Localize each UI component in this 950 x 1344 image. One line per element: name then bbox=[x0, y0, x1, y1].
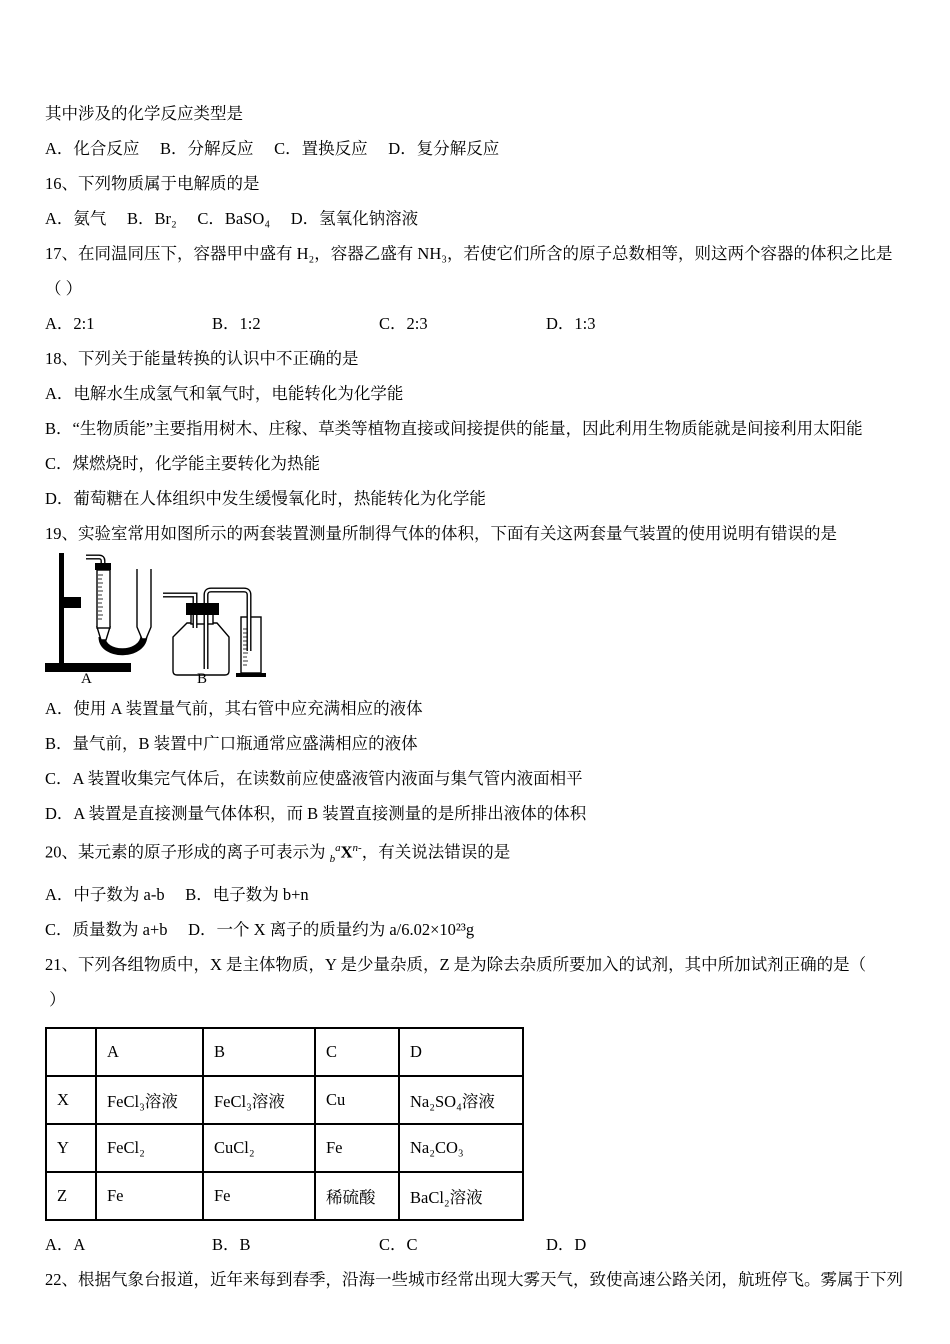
table-row-y bbox=[46, 1124, 523, 1172]
device-b-bottle bbox=[173, 614, 229, 675]
question-18-option-c: C．煤燃烧时，化学能主要转化为热能 bbox=[45, 454, 321, 473]
question-21-option-c: C．C bbox=[379, 1234, 418, 1254]
question-17-stem-continuation: （ ） bbox=[45, 279, 83, 298]
figure-label-a: A bbox=[81, 671, 92, 685]
device-a-hose bbox=[102, 635, 144, 652]
question-17-stem: 17、在同温同压下，容器甲中盛有 H₂，容器乙盛有 NH₃，若使它们所含的原子总数相等，则这两个容器的体积之比是 bbox=[45, 244, 893, 263]
question-21-stem-continuation: ） bbox=[45, 989, 66, 1009]
table-cell: Fe bbox=[315, 1124, 399, 1172]
table-cell: Cu bbox=[315, 1076, 399, 1124]
question-19-stem: 19、实验室常用如图所示的两套装置测量所制得气体的体积，下面有关这两套量气装置的使用说明有错误的是 bbox=[45, 524, 837, 543]
table-header-row bbox=[46, 1028, 523, 1076]
question-21-table bbox=[45, 1027, 524, 1221]
table-cell: A bbox=[96, 1028, 203, 1076]
question-19-option-b: B．量气前，B 装置中广口瓶通常应盛满相应的液体 bbox=[45, 734, 418, 753]
ion-element-symbol: X bbox=[340, 842, 353, 862]
figure-label-b: B bbox=[197, 671, 208, 685]
question-20-stem bbox=[45, 831, 910, 877]
question-20-stem-prefix: 20、某元素的原子形成的离子可表示为 bbox=[45, 842, 330, 862]
question-16-options: A．氨气 B．Br₂ C．BaSO₄ D．氢氧化钠溶液 bbox=[45, 209, 419, 228]
table-cell: Y bbox=[46, 1124, 96, 1172]
question-20-stem-suffix: ，有关说法错误的是 bbox=[361, 842, 511, 862]
device-b-stopper bbox=[186, 603, 219, 615]
question-17-option-a: A．2:1 bbox=[45, 314, 95, 333]
table-row-x bbox=[46, 1076, 523, 1124]
question-15-stem-tail: 其中涉及的化学反应类型是 bbox=[45, 104, 243, 123]
table-cell: Fe bbox=[96, 1172, 203, 1220]
question-21-options bbox=[45, 1227, 910, 1262]
question-15-options: A．化合反应 B．分解反应 C．置换反应 D．复分解反应 bbox=[45, 139, 500, 158]
question-18-option-b: B．“生物质能”主要指用树木、庄稼、草类等植物直接或间接提供的能量，因此利用生物质能就是间接利用太阳能 bbox=[45, 419, 863, 438]
table-cell bbox=[46, 1028, 96, 1076]
question-19-option-c: C．A 装置收集完气体后，在读数前应使盛液管内液面与集气管内液面相平 bbox=[45, 769, 583, 788]
table-cell: Z bbox=[46, 1172, 96, 1220]
question-18-option-d: D．葡萄糖在人体组织中发生缓慢氧化时，热能转化为化学能 bbox=[45, 489, 486, 508]
device-a-graduated-tube bbox=[86, 557, 111, 640]
table-cell: Na₂SO₄溶液 bbox=[399, 1076, 523, 1124]
gas-measuring-apparatus-figure bbox=[45, 553, 910, 685]
question-16-stem: 16、下列物质属于电解质的是 bbox=[45, 174, 260, 193]
table-cell: C bbox=[315, 1028, 399, 1076]
table-cell: D bbox=[399, 1028, 523, 1076]
table-row-z bbox=[46, 1172, 523, 1220]
question-20-options-ab: A．中子数为 a-b B．电子数为 b+n bbox=[45, 884, 309, 904]
table-cell: B bbox=[203, 1028, 315, 1076]
device-a-level-tube bbox=[137, 569, 151, 639]
question-21-option-a: A．A bbox=[45, 1234, 86, 1254]
question-21-stem: 21、下列各组物质中，X 是主体物质，Y 是少量杂质，Z 是为除去杂质所要加入的试剂，其中所加试剂正确的是（ bbox=[45, 954, 867, 974]
question-22-stem: 22、根据气象台报道，近年来每到春季，沿海一些城市经常出现大雾天气，致使高速公路关闭，航班停飞。雾属于下列 bbox=[45, 1269, 903, 1289]
question-21-option-b: B．B bbox=[212, 1234, 251, 1254]
ion-mass-subscript: b bbox=[329, 852, 336, 865]
question-20-options-cd: C．质量数为 a+b D．一个 X 离子的质量约为 a/6.02×10²³g bbox=[45, 919, 475, 939]
question-18-option-a: A．电解水生成氢气和氧气时，电能转化为化学能 bbox=[45, 384, 404, 403]
table-cell: FeCl₃溶液 bbox=[96, 1076, 203, 1124]
apparatus-diagram bbox=[45, 553, 305, 685]
table-cell: FeCl₂ bbox=[96, 1124, 203, 1172]
question-21-option-d: D．D bbox=[546, 1234, 587, 1254]
table-cell: FeCl₃溶液 bbox=[203, 1076, 315, 1124]
question-17-options bbox=[45, 306, 910, 341]
table-cell: X bbox=[46, 1076, 96, 1124]
question-18-stem: 18、下列关于能量转换的认识中不正确的是 bbox=[45, 349, 359, 368]
table-cell: Fe bbox=[203, 1172, 315, 1220]
ion-mass-superscript: a bbox=[335, 842, 341, 854]
table-cell: CuCl₂ bbox=[203, 1124, 315, 1172]
question-19-option-a: A．使用 A 装置量气前，其右管中应充满相应的液体 bbox=[45, 699, 423, 718]
table-cell: BaCl₂溶液 bbox=[399, 1172, 523, 1220]
question-17-option-b: B．1:2 bbox=[212, 314, 261, 333]
ion-charge-superscript: n- bbox=[352, 842, 362, 854]
question-19-option-d: D．A 装置是直接测量气体体积，而 B 装置直接测量的是所排出液体的体积 bbox=[45, 804, 587, 823]
question-17-option-c: C．2:3 bbox=[379, 314, 428, 333]
table-cell: 稀硫酸 bbox=[315, 1172, 399, 1220]
table-cell: Na₂CO₃ bbox=[399, 1124, 523, 1172]
question-17-option-d: D．1:3 bbox=[546, 314, 596, 333]
